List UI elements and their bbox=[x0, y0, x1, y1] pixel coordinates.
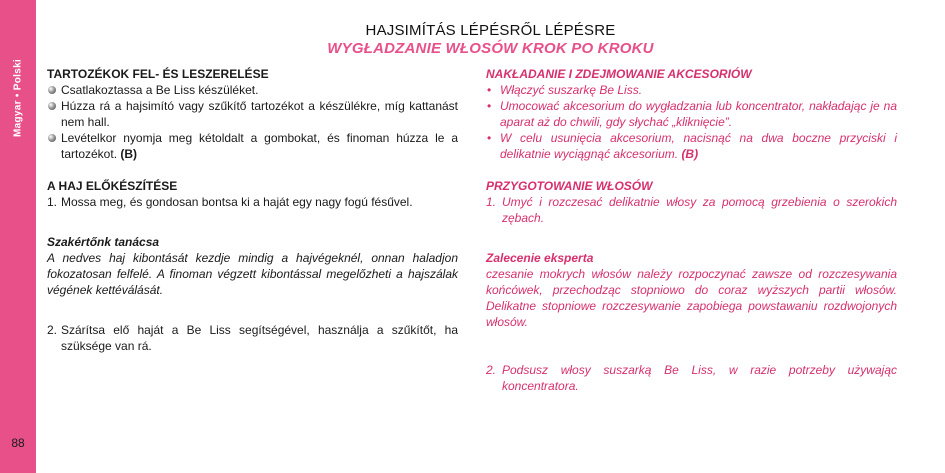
step-item bbox=[486, 194, 897, 226]
step-text: Podsusz włosy suszarką Be Liss, w razie potrzeby używając koncentratora. bbox=[502, 363, 897, 393]
expert-tip-text: czesanie mokrych włosów należy rozpoczynać zawsze od rozczesywania końcówek, przechodząc stopniowo do coraz wyższych partii włosów. Delikatne stopniowe rozczesywanie zapobiega powstawaniu rozdwojonych włosów. bbox=[486, 267, 897, 329]
bullet-icon bbox=[48, 86, 56, 94]
list-item-text: Levételkor nyomja meg kétoldalt a gombokat, és finoman húzza le a tartozékot. bbox=[61, 131, 458, 161]
step-number: 2. bbox=[486, 363, 497, 377]
language-label: Magyar • Polski bbox=[12, 58, 24, 138]
expert-tip-heading: Zalecenie eksperta bbox=[486, 251, 594, 265]
step-item bbox=[47, 194, 458, 210]
page-title-polish: WYGŁADZANIE WŁOSÓW KROK PO KROKU bbox=[327, 40, 654, 57]
list-item-text: Umocować akcesorium do wygładzania lub koncentrator, nakładając je na aparat aż do chwili, gdy słychać „kliknięcie”. bbox=[500, 99, 897, 129]
figure-reference: (B) bbox=[120, 147, 138, 161]
bullet-icon bbox=[48, 134, 56, 142]
step-text: Umyć i rozczesać delikatnie włosy za pomocą grzebienia o szerokich zębach. bbox=[502, 195, 897, 225]
step-number: 1. bbox=[486, 195, 497, 209]
expert-tip-text: A nedves haj kibontását kezdje mindig a hajvégeknél, onnan haladjon fokozatosan felfelé. A finoman végzett kibontással megelőzheti a hajszálak végének kettéválását. bbox=[47, 251, 458, 297]
section-heading-accessories: TARTOZÉKOK FEL- ÉS LESZERELÉSE bbox=[47, 67, 269, 81]
bullet-icon bbox=[48, 102, 56, 110]
step-number: 2. bbox=[47, 323, 58, 337]
expert-tip-heading: Szakértőnk tanácsa bbox=[47, 235, 160, 249]
step-item bbox=[47, 322, 458, 354]
bullet-dot-icon: • bbox=[487, 131, 492, 145]
section-heading-accessories: NAKŁADANIE I ZDEJMOWANIE AKCESORIÓW bbox=[486, 67, 752, 81]
language-sidebar bbox=[0, 0, 36, 473]
section-heading-preparation: PRZYGOTOWANIE WŁOSÓW bbox=[486, 179, 653, 193]
step-text: Mossa meg, és gondosan bontsa ki a haját egy nagy fogú fésűvel. bbox=[61, 195, 413, 209]
hungarian-column bbox=[47, 66, 458, 354]
bullet-dot-icon: • bbox=[487, 83, 492, 97]
page-title-hungarian: HAJSIMÍTÁS LÉPÉSRŐL LÉPÉSRE bbox=[365, 22, 616, 39]
bullet-dot-icon: • bbox=[487, 99, 492, 113]
page-number: 88 bbox=[11, 436, 25, 450]
list-item bbox=[47, 98, 458, 130]
list-item bbox=[486, 130, 897, 162]
step-number: 1. bbox=[47, 195, 58, 209]
list-item-text: Csatlakoztassa a Be Liss készüléket. bbox=[61, 83, 259, 97]
polish-column bbox=[486, 66, 897, 394]
list-item bbox=[47, 82, 458, 98]
figure-reference: (B) bbox=[681, 147, 699, 161]
list-item-text: Húzza rá a hajsimító vagy szűkítő tartozékot a készülékre, míg kattanást nem hall. bbox=[61, 99, 458, 129]
step-item bbox=[486, 362, 897, 394]
list-item bbox=[47, 130, 458, 162]
list-item bbox=[486, 98, 897, 130]
list-item bbox=[486, 82, 897, 98]
step-text: Szárítsa elő haját a Be Liss segítségével, használja a szűkítőt, ha szüksége van rá. bbox=[61, 323, 458, 353]
list-item-text: W celu usunięcia akcesorium, nacisnąć na dwa boczne przyciski i delikatnie wyciągnąć akcesorium. bbox=[500, 131, 897, 161]
list-item-text: Włączyć suszarkę Be Liss. bbox=[500, 83, 643, 97]
section-heading-preparation: A HAJ ELŐKÉSZÍTÉSE bbox=[47, 179, 178, 193]
